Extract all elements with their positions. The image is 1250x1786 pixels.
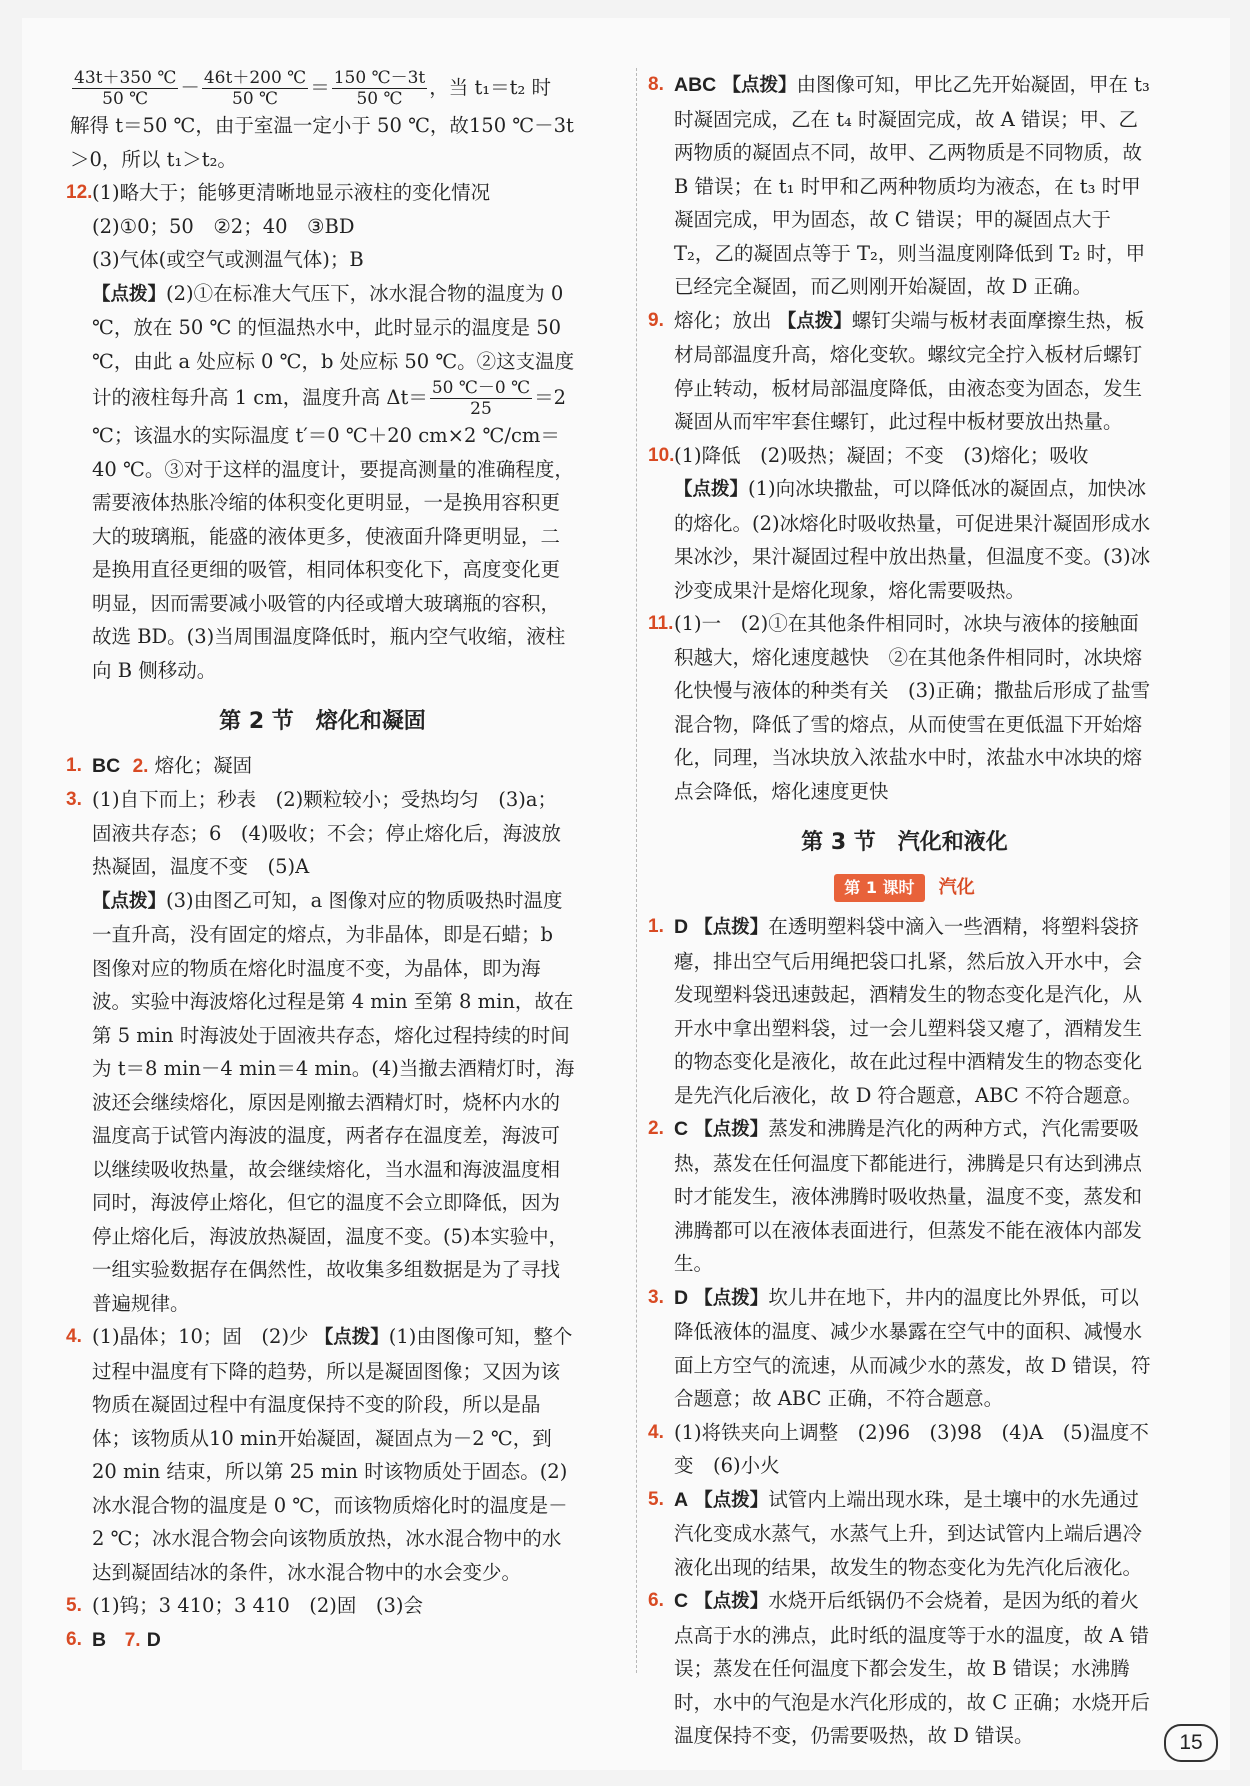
question-r2 [648, 1112, 1157, 1281]
question-number: 3. [66, 789, 82, 810]
question-r4 [648, 1416, 1157, 1483]
question-r5 [648, 1483, 1157, 1585]
question-6-7 [66, 1623, 575, 1658]
question-number: 8. [648, 74, 664, 95]
section-title-2: 第 2 节 熔化和凝固 [219, 709, 426, 734]
question-5 [66, 1589, 575, 1623]
question-8 [648, 68, 1157, 304]
answer-text: 熔化；凝固 [154, 753, 253, 777]
fraction: $\frac{43t+350 ℃}{50 ℃}$ [74, 68, 177, 109]
answer-text: D [674, 1286, 689, 1309]
question-number: 6. [66, 1628, 82, 1650]
answer-text: C [674, 1118, 689, 1140]
answer-text: 熔化；放出 [674, 308, 772, 332]
answer-text: B [92, 1628, 107, 1651]
tip-label: 【点拨】 [694, 1489, 769, 1511]
question-number: 7. [124, 1629, 141, 1651]
fraction: $\frac{150 ℃-3t}{50 ℃}$ [333, 68, 426, 109]
answer-text: D [146, 1628, 161, 1651]
explanation: (1)由图像可知，整个过程中温度有下降的趋势，所以是凝固图像；又因为该物质在凝固过程中有温度保持不变的阶段，所以是晶体；该物质从10 min开始凝固，凝固点为－2 ℃，到 20 min 结束，所以第 25 min 时该物质处于固态。(2)冰水混合物的温度是 0 ℃，而该物质熔化时的温度是－2 ℃；冰水混合物会向该物质放热，冰水混合物中的水达到凝固结冰的条件，冰水混合物中的水会变少。 [92, 1325, 573, 1584]
tip-label: 【点拨】 [694, 1287, 769, 1309]
q11-continuation: $\frac{43t+350 ℃}{50 ℃}$ － $\frac{46t+200 ℃}{50 ℃}$ ＝ $\frac{150 ℃-3t}{50 ℃}$ ，当 t₁＝t₂ 时 解得 t＝50 ℃，由于室温一定小于 50 ℃，故150 ℃－3t＞0，所以 t₁＞t₂。 [70, 68, 574, 171]
lesson-tag: 第 1 课时 [834, 874, 924, 902]
question-3 [66, 783, 575, 1320]
explanation: 在透明塑料袋中滴入一些酒精，将塑料袋挤瘪，排出空气后用绳把袋口扎紧，然后放入开水中，会发现塑料袋迅速鼓起，酒精发生的物态变化是汽化，从开水中拿出塑料袋，过一会儿塑料袋又瘪了，酒精发生的物态变化是液化，故在此过程中酒精发生的物态变化是先汽化后液化，故 D 符合题意，ABC 不符合题意。 [674, 915, 1143, 1107]
tip-label: 【点拨】 [92, 283, 167, 305]
question-number: 1. [648, 916, 664, 937]
explanation: 【点拨】(1)向冰块撒盐，可以降低冰的凝固点，加快冰的熔化。(2)冰熔化时吸收热量，可促进果汁凝固形成水果冰沙，果汁凝固过程中放出热量，但温度不变。(3)冰沙变成果汁是熔化现象，熔化需要吸热。 [674, 477, 1151, 602]
tip-label: 【点拨】 [694, 1119, 769, 1140]
lesson-name: 汽化 [938, 876, 975, 898]
tip-label: 【点拨】 [694, 917, 769, 938]
right-column [648, 68, 1157, 1753]
lesson-header [652, 870, 1157, 905]
question-number: 2. [648, 1118, 664, 1139]
question-1-2 [66, 749, 575, 784]
answer-text: (1)钨；3 410；3 410 (2)固 (3)会 [92, 1594, 424, 1617]
tip-label: 【点拨】 [777, 310, 852, 332]
answer-text: ABC [674, 74, 717, 96]
tip-label: 【点拨】 [674, 479, 749, 500]
q11-text: 解得 t＝50 ℃，由于室温一定小于 50 ℃，故150 ℃－3t＞0，所以 t₁＞t₂。 [70, 114, 574, 171]
answer-page [22, 18, 1230, 1770]
question-number: 5. [66, 1595, 82, 1616]
question-12 [66, 176, 575, 687]
answer-text: (1)一 (2)①在其他条件相同时，冰块与液体的接触面积越大，熔化速度越快 ②在其他条件相同时，冰块熔化快慢与液体的种类有关 (3)正确；撒盐后形成了盐雪混合物，降低了雪的熔点，从而使雪在更低温下开始熔化，同理，当冰块放入浓盐水中时，浓盐水中冰块的熔点会降低，熔化速度更快 [674, 612, 1151, 803]
question-4 [66, 1320, 575, 1589]
tip-label: 【点拨】 [92, 890, 167, 912]
question-10 [648, 439, 1157, 608]
question-r6 [648, 1584, 1157, 1753]
answer-text: (3)气体(或空气或测温气体)；B [92, 248, 364, 271]
explanation: 试管内上端出现水珠，是土壤中的水先通过汽化变成水蒸气，水蒸气上升，到达试管内上端后遇冷液化出现的结果，故发生的物态变化为先汽化后液化。 [674, 1487, 1143, 1579]
answer-text: (2)①0；50 ②2；40 ③BD [92, 214, 355, 238]
section-title-3: 第 3 节 汽化和液化 [801, 830, 1008, 855]
question-number: 12. [66, 182, 93, 203]
explanation: 螺钉尖端与板材表面摩擦生热，板材局部温度升高，熔化变软。螺纹完全拧入板材后螺钉停止转动，板材局部温度降低，由液态变为固态，发生凝固从而牢牢套住螺钉，此过程中板材要放出热量。 [674, 308, 1145, 433]
answer-text: (1)晶体；10；固 (2)少 [92, 1325, 309, 1348]
tip-label: 【点拨】 [722, 75, 797, 96]
answer-text: BC [92, 754, 121, 777]
explanation: 蒸发和沸腾是汽化的两种方式，汽化需要吸热，蒸发在任何温度下都能进行，沸腾是只有达到沸点时才能发生，液体沸腾时吸收热量，温度不变，蒸发和沸腾都可以在液体表面进行，但蒸发不能在液体内部发生。 [674, 1117, 1143, 1275]
question-number: 4. [66, 1326, 82, 1347]
answer-text: C [674, 1590, 689, 1612]
answer-text: (1)降低 (2)吸热；凝固；不变 (3)熔化；吸收 [674, 443, 1089, 467]
question-number: 1. [66, 754, 82, 776]
fraction: $\frac{46t+200 ℃}{50 ℃}$ [203, 68, 307, 109]
column-divider [636, 68, 637, 1673]
question-9 [648, 304, 1157, 439]
question-number: 11. [648, 613, 674, 634]
explanation: 【点拨】(3)由图乙可知，a 图像对应的物质吸热时温度一直升高，没有固定的熔点，为非晶体，即是石蜡；b 图像对应的物质在熔化时温度不变，为晶体，即为海波。实验中海波熔化过程是第 4 min 至第 8 min，故在第 5 min 时海波处于固液共存态，熔化过程持续的时间为 t＝8 min－4 min＝4 min。(4)当撤去酒精灯时，海波还会继续熔化，原因是刚撤去酒精灯时，烧杯内水的温度高于试管内海波的温度，两者存在温度差，海波可以继续吸收热量，故会继续熔化，当水温和海波温度相同时，海波停止熔化，但它的温度不会立即降低，因为停止熔化后，海波放热凝固，温度不变。(5)本实验中，一组实验数据存在偶然性，故收集多组数据是为了寻找普遍规律。 [92, 888, 575, 1315]
answer-text: D [674, 916, 689, 938]
explanation: 坎儿井在地下，井内的温度比外界低，可以降低液体的温度、减少水暴露在空气中的面积、减慢水面上方空气的流速，从而减少水的蒸发，故 D 错误，符合题意；故 ABC 正确，不符合题意。 [674, 1285, 1151, 1410]
explanation: 水烧开后纸锅仍不会烧着，是因为纸的着火点高于水的沸点，此时纸的温度等于水的温度，故 A 错误；蒸发在任何温度下都会发生，故 B 错误；水沸腾时，水中的气泡是水汽化形成的，故 C 正确；水烧开后温度保持不变，仍需要吸热，故 D 错误。 [674, 1589, 1150, 1747]
question-number: 6. [648, 1590, 664, 1611]
fraction: $\frac{50 ℃-0 ℃}{25}$ [431, 378, 531, 419]
tip-label: 【点拨】 [314, 1327, 389, 1348]
answer-text: (1)略大于；能够更清晰地显示液柱的变化情况 [92, 181, 491, 204]
question-number: 4. [648, 1421, 664, 1443]
tip-label: 【点拨】 [694, 1591, 769, 1612]
explanation: 【点拨】(2)①在标准大气压下，冰水混合物的温度为 0 ℃，放在 50 ℃ 的恒温热水中，此时显示的温度是 50 ℃，由此 a 处应标 0 ℃，b 处应标 50 ℃。②这支温度计的液柱每升高 1 cm，温度升高 Δt＝ $\frac{50 ℃-0 ℃}{25}$ ＝2 ℃；该温水的实际温度 t′＝0 ℃＋20 cm×2 ℃/cm＝40 ℃。③对于这样的温度计，要提高测量的准确程度，需要液体热胀冷缩的体积变化更明显，一是换用容积更大的玻璃瓶，能盛的液体更多，使液面升降更明显，二是换用直径更细的吸管，相同体积变化下，高度变化更明显，因而需要减小吸管的内径或增大玻璃瓶的容积，故选 BD。(3)当周围温度降低时，瓶内空气收缩，液柱向 B 侧移动。 [92, 281, 575, 682]
question-r3 [648, 1281, 1157, 1416]
question-number: 10. [648, 444, 675, 466]
explanation: 由图像可知，甲比乙先开始凝固，甲在 t₃ 时凝固完成，乙在 t₄ 时凝固完成，故 A 错误；甲、乙两物质的凝固点不同，故甲、乙两物质是不同物质，故 B 错误；在 t₁ 时甲和乙两种物质均为液态，在 t₃ 时甲凝固完成，甲为固态，故 C 错误；甲的凝固点大于 T₂，乙的凝固点等于 T₂，则当温度刚降低到 T₂ 时，甲已经完全凝固，而乙则刚开始凝固，故 D 正确。 [674, 73, 1150, 298]
question-11 [648, 607, 1157, 808]
answer-text: (1)自下而上；秒表 (2)颗粒较小；受热均匀 (3)a；固液共存态；6 (4)吸收；不会；停止熔化后，海波放热凝固，温度不变 (5)A [92, 788, 562, 878]
answer-text: A [674, 1488, 689, 1511]
question-number: 5. [648, 1488, 664, 1510]
question-r1 [648, 910, 1157, 1112]
question-number: 3. [648, 1286, 664, 1308]
question-number: 9. [648, 309, 664, 331]
page-number: 15 [1164, 1724, 1218, 1762]
answer-text: (1)将铁夹向上调整 (2)96 (3)98 (4)A (5)温度不变 (6)小火 [674, 1420, 1149, 1477]
left-column [66, 68, 575, 1657]
question-number: 2. [132, 755, 149, 777]
